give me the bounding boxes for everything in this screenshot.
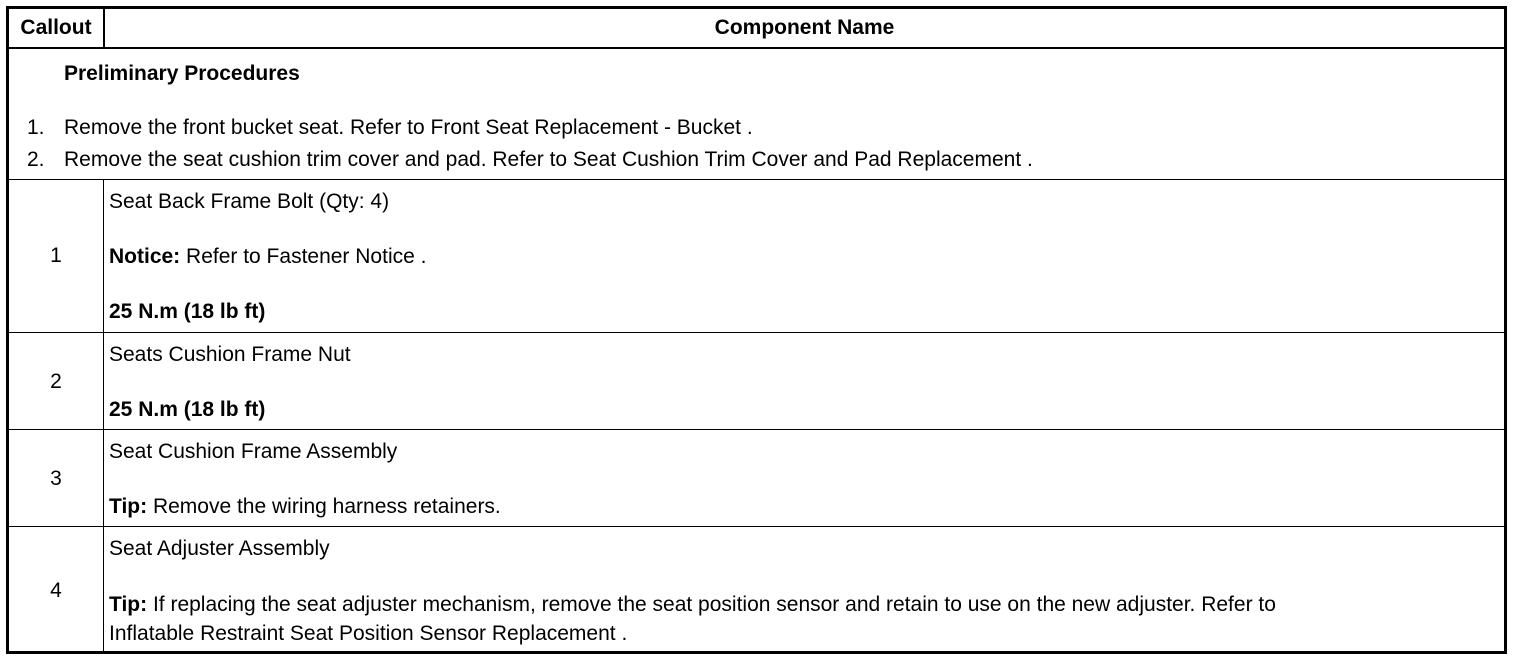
preliminary-step	[27, 116, 753, 140]
table-row	[9, 527, 1504, 651]
notice-line	[109, 245, 426, 269]
preliminary-step	[27, 148, 1033, 172]
preliminary-procedures-title: Preliminary Procedures	[64, 62, 300, 85]
component-name: Seat Cushion Frame Assembly	[109, 440, 398, 463]
tip-label: Tip:	[109, 495, 148, 518]
column-divider	[103, 333, 104, 429]
tip-text: If replacing the seat adjuster mechanism, remove the seat position sensor and retain to use on the new adjuster. Refer to	[147, 593, 1276, 616]
table-row	[9, 430, 1504, 527]
component-name: Seat Adjuster Assembly	[109, 537, 330, 560]
tip-text: Remove the wiring harness retainers.	[147, 495, 501, 518]
step-number: 2.	[27, 148, 45, 171]
tip-label: Tip:	[109, 593, 148, 616]
tip-text-continued: Inflatable Restraint Seat Position Sensor Replacement .	[109, 622, 628, 645]
callout-number: 1	[50, 244, 62, 267]
component-name: Seat Back Frame Bolt (Qty: 4)	[109, 190, 390, 213]
callout-number: 4	[50, 579, 62, 602]
column-divider	[103, 180, 104, 332]
torque-spec: 25 N.m (18 lb ft)	[109, 398, 266, 421]
component-name: Seats Cushion Frame Nut	[109, 343, 351, 366]
callout-number: 3	[50, 467, 62, 490]
callout-column-header: Callout	[20, 16, 92, 39]
preliminary-procedures-row	[9, 49, 1504, 180]
step-text: Remove the seat cushion trim cover and pad. Refer to Seat Cushion Trim Cover and Pad Replacement .	[64, 148, 1033, 171]
table-row	[9, 333, 1504, 430]
table-row	[9, 180, 1504, 333]
table-header-row	[9, 9, 1504, 49]
column-divider	[103, 430, 104, 526]
callout-number: 2	[50, 370, 62, 393]
tip-line	[109, 495, 501, 519]
notice-text: Refer to Fastener Notice .	[180, 245, 427, 268]
procedure-table	[6, 6, 1507, 654]
torque-spec: 25 N.m (18 lb ft)	[109, 300, 266, 323]
component-name-column-header: Component Name	[714, 16, 895, 39]
notice-label: Notice:	[109, 245, 181, 268]
step-number: 1.	[27, 116, 45, 139]
step-text: Remove the front bucket seat. Refer to Front Seat Replacement - Bucket .	[64, 116, 753, 139]
tip-line	[109, 593, 1276, 617]
column-divider	[103, 527, 104, 651]
